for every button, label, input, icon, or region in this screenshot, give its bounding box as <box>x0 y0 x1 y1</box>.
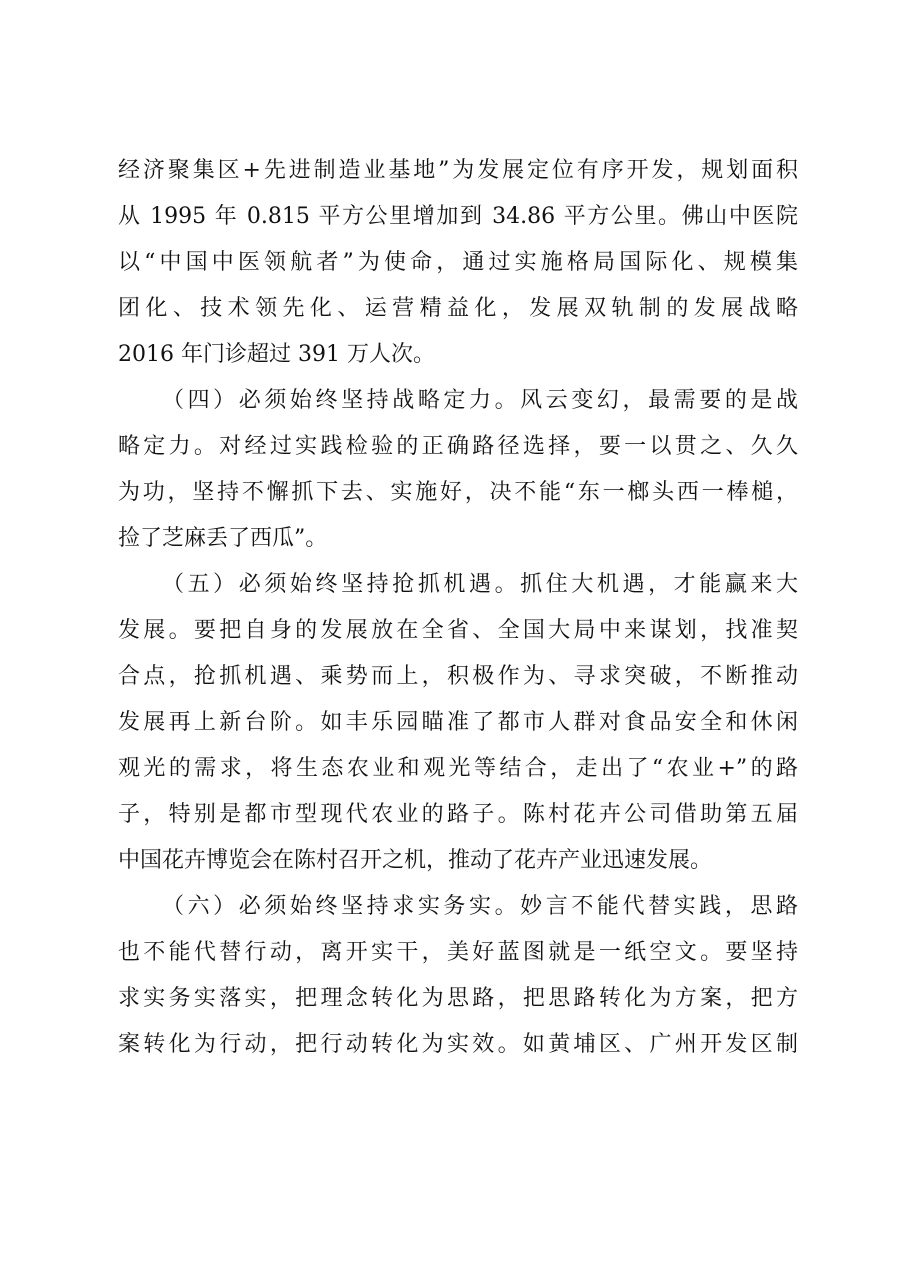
paragraph-first-line: （五）必须始终坚持抢抓机遇。抓住大机遇，才能赢来大 <box>162 572 798 597</box>
text-line: 捡了芝麻丢了西瓜”。 <box>118 526 328 551</box>
text-line: 为功，坚持不懈抓下去、实施好，决不能“东一榔头西一棒槌， <box>118 480 798 505</box>
body-text <box>118 148 798 1068</box>
paragraph-first-line: （六）必须始终坚持求实务实。妙言不能代替实践，思路 <box>162 894 798 919</box>
text-line: 案转化为行动，把行动转化为实效。如黄埔区、广州开发区制 <box>118 1032 798 1057</box>
text-line: 从 1995 年 0.815 平方公里增加到 34.86 平方公里。佛山中医院 <box>118 204 798 229</box>
text-line: 也不能代替行动，离开实干，美好蓝图就是一纸空文。要坚持 <box>118 940 798 965</box>
text-line: 合点，抢抓机遇、乘势而上，积极作为、寻求突破，不断推动 <box>118 664 798 689</box>
text-line: 发展再上新台阶。如丰乐园瞄准了都市人群对食品安全和休闲 <box>118 710 798 735</box>
text-line: 以“中国中医领航者”为使命，通过实施格局国际化、规模集 <box>118 250 798 275</box>
text-line: 团化、技术领先化、运营精益化，发展双轨制的发展战略 <box>118 296 798 321</box>
text-line: 经济聚集区+先进制造业基地”为发展定位有序开发，规划面积 <box>118 158 798 183</box>
text-line: 略定力。对经过实践检验的正确路径选择，要一以贯之、久久 <box>118 434 798 459</box>
text-line: 求实务实落实，把理念转化为思路，把思路转化为方案，把方 <box>118 986 798 1011</box>
text-line: 观光的需求，将生态农业和观光等结合，走出了“农业+”的路 <box>118 756 798 781</box>
text-line: 2016 年门诊超过 391 万人次。 <box>118 342 435 367</box>
text-line: 子，特别是都市型现代农业的路子。陈村花卉公司借助第五届 <box>118 802 798 827</box>
paragraph-first-line: （四）必须始终坚持战略定力。风云变幻，最需要的是战 <box>162 388 798 413</box>
text-line: 发展。要把自身的发展放在全省、全国大局中来谋划，找准契 <box>118 618 798 643</box>
text-line: 中国花卉博览会在陈村召开之机，推动了花卉产业迅速发展。 <box>118 848 713 873</box>
